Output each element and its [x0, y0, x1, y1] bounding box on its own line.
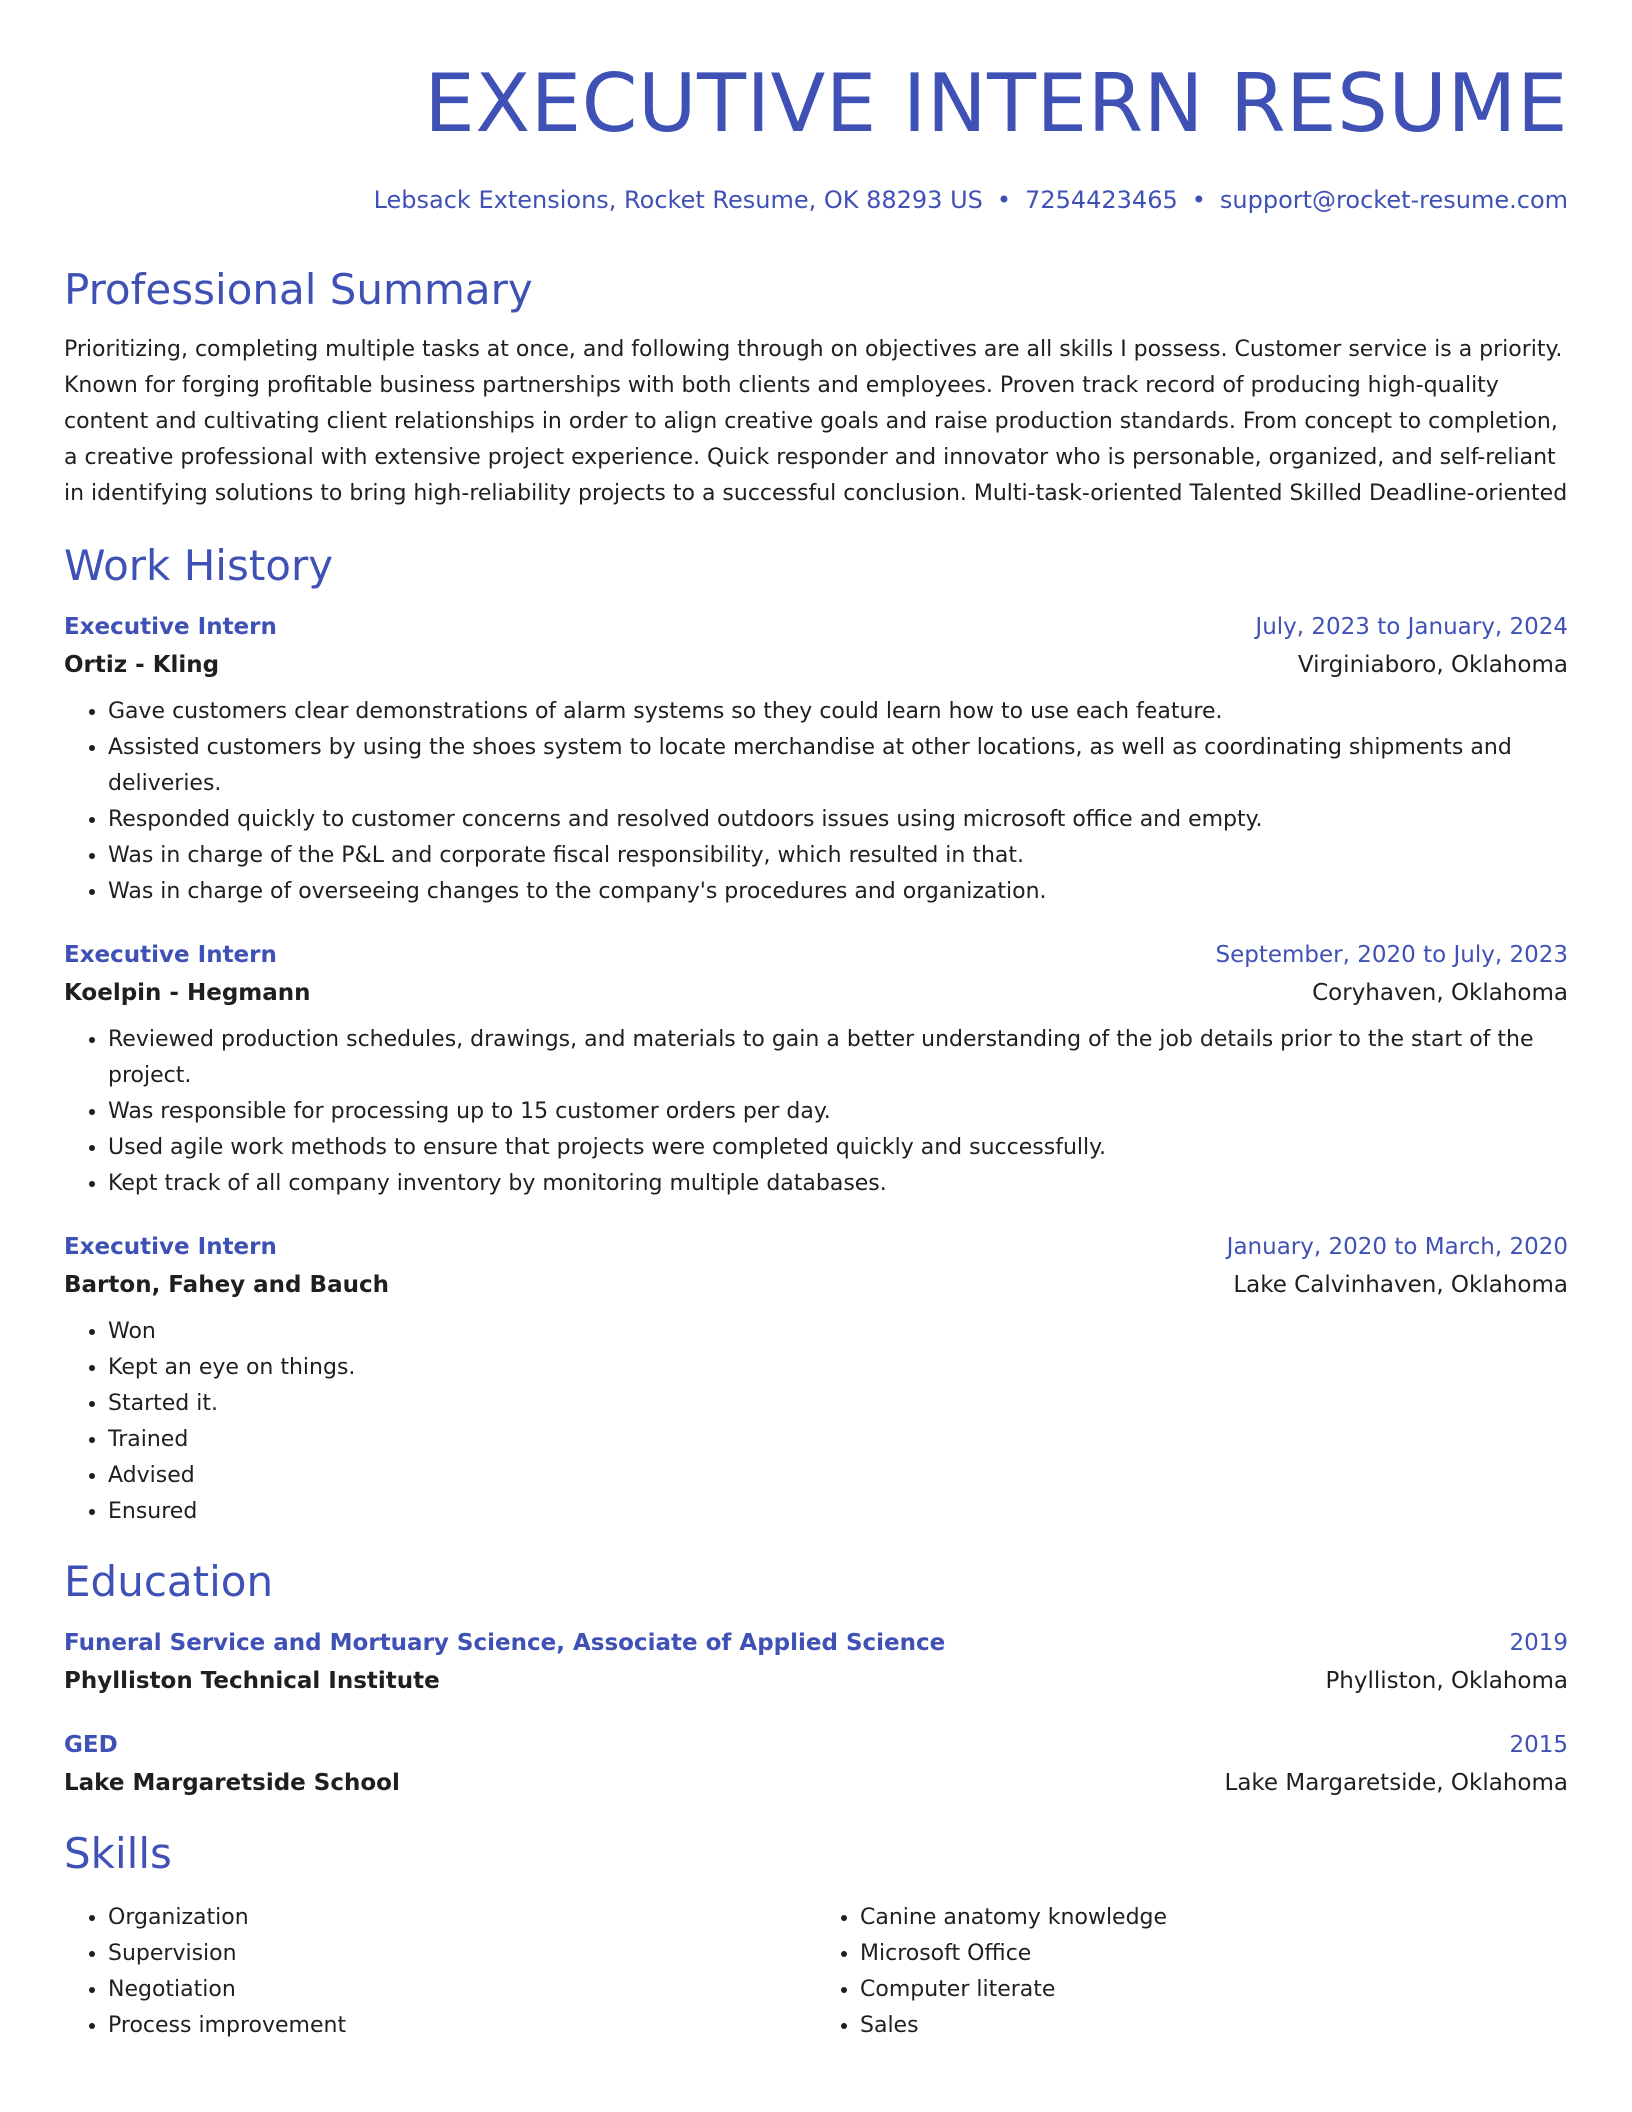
contact-email: support@rocket-resume.com: [1219, 186, 1568, 214]
job-dates: July, 2023 to January, 2024: [1255, 614, 1568, 640]
job-bullets: [64, 1314, 1568, 1530]
job-bullet: • Advised: [108, 1458, 1568, 1494]
contact-separator: •: [996, 186, 1012, 214]
work-history-section: [64, 540, 1568, 1530]
job-bullet: • Responded quickly to customer concerns and resolved outdoors issues using microsoft office and empty.: [108, 802, 1568, 838]
education-location: Phylliston, Oklahoma: [1325, 1668, 1568, 1694]
skill-item: • Organization: [108, 1900, 816, 1936]
skills-list: [816, 1900, 1568, 2044]
job-company: Koelpin - Hegmann: [64, 980, 311, 1006]
education-entry: [64, 1726, 1568, 1802]
job-location: Virginiaboro, Oklahoma: [1297, 652, 1568, 678]
skills-column-left: [64, 1896, 816, 2044]
job-bullet: • Started it.: [108, 1386, 1568, 1422]
education-location: Lake Margaretside, Oklahoma: [1224, 1770, 1568, 1796]
skill-item: • Computer literate: [860, 1972, 1568, 2008]
education-degree: GED: [64, 1732, 118, 1758]
education-degree: Funeral Service and Mortuary Science, Associate of Applied Science: [64, 1630, 946, 1656]
skill-item: • Negotiation: [108, 1972, 816, 2008]
skills-list: [64, 1900, 816, 2044]
education-school: Phylliston Technical Institute: [64, 1668, 440, 1694]
contact-separator: •: [1191, 186, 1206, 214]
summary-section: [64, 264, 1568, 512]
job-bullet: • Was in charge of the P&L and corporate fiscal responsibility, which resulted in that.: [108, 838, 1568, 874]
job-bullet: • Trained: [108, 1422, 1568, 1458]
job-dates: September, 2020 to July, 2023: [1215, 942, 1568, 968]
education-heading: Education: [64, 1557, 274, 1606]
skill-item: • Microsoft Office: [860, 1936, 1568, 1972]
job-title: Executive Intern: [64, 942, 277, 968]
contact-phone: 7254423465: [1025, 186, 1178, 214]
job-bullet: • Kept track of all company inventory by monitoring multiple databases.: [108, 1166, 1568, 1202]
job-bullet: • Was responsible for processing up to 15 customer orders per day.: [108, 1094, 1568, 1130]
skills-heading: Skills: [64, 1829, 172, 1878]
skill-item: • Canine anatomy knowledge: [860, 1900, 1568, 1936]
education-section: [64, 1556, 1568, 1802]
job-bullet: • Kept an eye on things.: [108, 1350, 1568, 1386]
job-bullets: [64, 694, 1568, 910]
job-company: Ortiz - Kling: [64, 652, 220, 678]
job-bullet: • Used agile work methods to ensure that projects were completed quickly and successfully.: [108, 1130, 1568, 1166]
summary-heading: Professional Summary: [64, 265, 533, 314]
skills-section: [64, 1828, 1568, 2044]
skill-item: • Process improvement: [108, 2008, 816, 2044]
job-bullet: • Was in charge of overseeing changes to the company's procedures and organization.: [108, 874, 1568, 910]
job-entry: [64, 936, 1568, 1202]
job-dates: January, 2020 to March, 2020: [1226, 1234, 1568, 1260]
job-title: Executive Intern: [64, 1234, 277, 1260]
work-history-heading: Work History: [64, 541, 334, 590]
skills-column-right: [816, 1896, 1568, 2044]
job-bullet: • Assisted customers by using the shoes system to locate merchandise at other locations, as well as coordinating shipments and deliveries.: [108, 730, 1568, 802]
job-entry: [64, 1228, 1568, 1530]
job-bullet: • Gave customers clear demonstrations of alarm systems so they could learn how to use each feature.: [108, 694, 1568, 730]
job-bullet: • Reviewed production schedules, drawings, and materials to gain a better understanding of the job details prior to the start of the project.: [108, 1022, 1568, 1094]
skills-grid: [64, 1896, 1568, 2044]
job-bullet: • Ensured: [108, 1494, 1568, 1530]
education-year: 2015: [1509, 1732, 1568, 1758]
summary-text: Prioritizing, completing multiple tasks at once, and following through on objectives are all skills I possess. Customer service is a priority. Known for forging profitable business partnerships with both clients and employees. Proven track record of producing high-quality content and cultivating client relationships in order to align creative goals and raise production standards. From concept to completion, a creative professional with extensive project experience. Quick responder and innovator who is personable, organized, and self-reliant in identifying solutions to bring high-reliability projects to a successful conclusion. Multi-task-oriented Talented Skilled Deadline-oriented: [64, 337, 1568, 506]
education-school: Lake Margaretside School: [64, 1770, 400, 1796]
job-bullets: [64, 1022, 1568, 1202]
education-year: 2019: [1509, 1630, 1568, 1656]
job-title: Executive Intern: [64, 614, 277, 640]
resume-title: EXECUTIVE INTERN RESUME: [424, 57, 1568, 150]
job-bullet: • Won: [108, 1314, 1568, 1350]
job-location: Coryhaven, Oklahoma: [1312, 980, 1568, 1006]
contact-address: Lebsack Extensions, Rocket Resume, OK 88293 US: [373, 186, 983, 214]
skill-item: • Sales: [860, 2008, 1568, 2044]
skill-item: • Supervision: [108, 1936, 816, 1972]
job-location: Lake Calvinhaven, Oklahoma: [1233, 1272, 1568, 1298]
contact-line: [64, 184, 1568, 216]
education-entry: [64, 1624, 1568, 1700]
job-entry: [64, 608, 1568, 910]
job-company: Barton, Fahey and Bauch: [64, 1272, 389, 1298]
